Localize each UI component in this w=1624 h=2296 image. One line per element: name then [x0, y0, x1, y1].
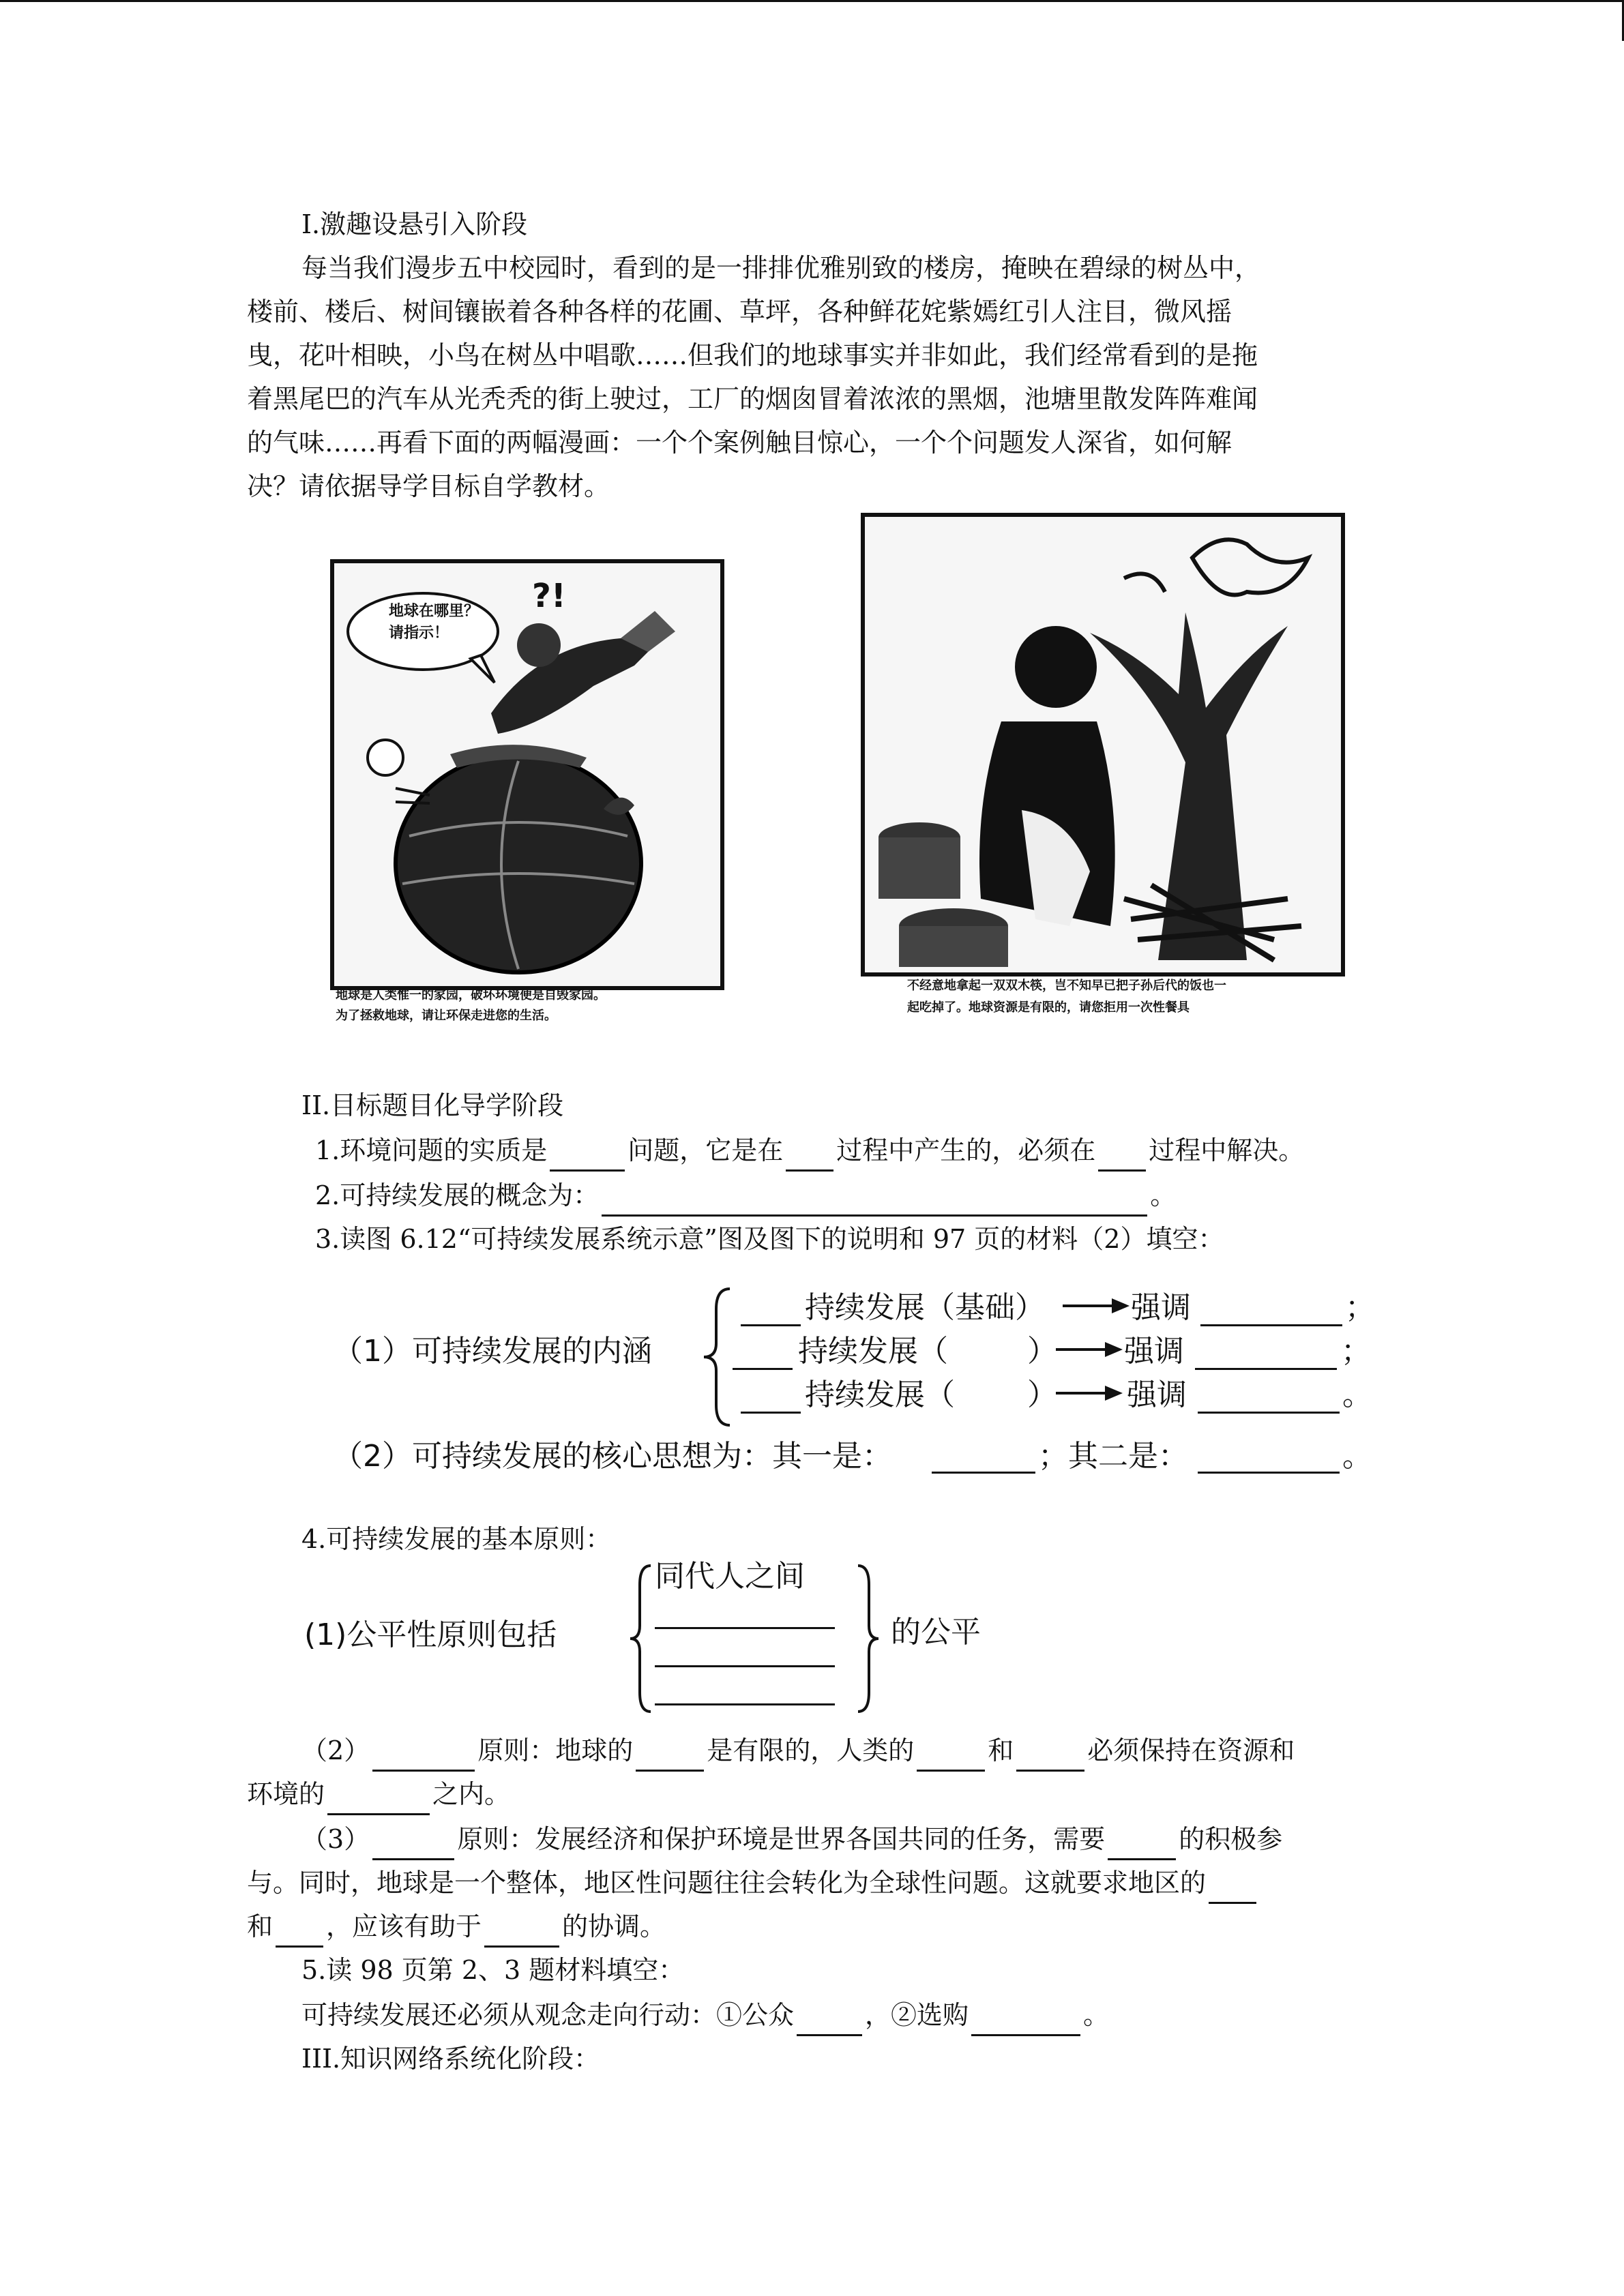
row1-label: 持续发展（基础） — [805, 1290, 1045, 1325]
blank[interactable] — [932, 1472, 1035, 1474]
row3-emphasis: 强调 — [1127, 1377, 1187, 1412]
right-brace-icon — [854, 1560, 881, 1717]
paragraph-line: 的气味……再看下面的两幅漫画：一个个案例触目惊心，一个个问题发人深省，如何解 — [247, 428, 1232, 458]
blank[interactable] — [797, 2006, 862, 2036]
core-idea-second: ；其二是： — [1038, 1439, 1188, 1474]
fairness-item-1: 同代人之间 — [655, 1559, 805, 1594]
cartoon-earth-lost — [330, 559, 724, 990]
fairness-suffix: 的公平 — [891, 1615, 981, 1650]
question-4-2: （2） 原则：地球的 是有限的，人类的 和 必须保持在资源和 — [301, 1729, 1295, 1772]
cartoon-right-caption-2: 起吃掉了。地球资源是有限的，请您拒用一次性餐具 — [907, 1000, 1190, 1015]
blank[interactable] — [741, 1412, 801, 1414]
blank[interactable] — [484, 1917, 559, 1948]
speech-bubble-text-1: 地球在哪里？ — [389, 603, 479, 620]
question-4-2-cont: 环境的 之内。 — [247, 1773, 510, 1815]
core-idea-end: 。 — [1342, 1439, 1372, 1474]
blank[interactable] — [1108, 1830, 1176, 1860]
row2-end: ； — [1341, 1334, 1371, 1369]
question-1: 1.环境问题的实质是 问题，它是在 过程中产生的，必须在 过程中解决。 — [315, 1129, 1304, 1172]
row1-emphasis: 强调 — [1131, 1290, 1191, 1325]
cartoon-left-caption-2: 为了拯救地球，请让环保走进您的生活。 — [336, 1009, 557, 1023]
paragraph-line: 曳，花叶相映，小鸟在树丛中唱歌……但我们的地球事实并非如此，我们经常看到的是拖 — [247, 340, 1258, 370]
row3-end: 。 — [1342, 1377, 1372, 1412]
core-idea-label: （2）可持续发展的核心思想为：其一是： — [333, 1439, 892, 1474]
blank[interactable] — [550, 1141, 625, 1172]
stage3-heading: III.知识网络系统化阶段： — [301, 2044, 600, 2074]
paragraph-line: 决？请依据导学目标自学教材。 — [247, 471, 610, 501]
stage2-heading: II.目标题目化导学阶段 — [301, 1090, 564, 1120]
question-5: 5.读 98 页第 2、3 题材料填空： — [301, 1955, 685, 1985]
row3-label: 持续发展（ — [805, 1377, 955, 1412]
blank[interactable] — [372, 1830, 454, 1860]
diagram-label: （1）可持续发展的内涵 — [333, 1334, 652, 1369]
blank[interactable] — [1209, 1873, 1256, 1904]
left-brace-icon — [696, 1282, 737, 1432]
row2-label: 持续发展（ — [798, 1334, 948, 1369]
question-4-3-end: 和 ，应该有助于 的协调。 — [247, 1905, 666, 1948]
row3-close: ） — [1027, 1377, 1057, 1412]
blank[interactable] — [655, 1703, 835, 1705]
fairness-label: (1)公平性原则包括 — [304, 1617, 557, 1652]
blank[interactable] — [1198, 1412, 1340, 1414]
blank[interactable] — [276, 1917, 323, 1948]
row2-emphasis: 强调 — [1124, 1334, 1184, 1369]
question-2: 2.可持续发展的概念为： 。 — [315, 1174, 1176, 1217]
blank[interactable] — [1200, 1324, 1342, 1326]
blank[interactable] — [1016, 1741, 1084, 1772]
blank[interactable] — [1098, 1141, 1146, 1172]
blank[interactable] — [655, 1665, 835, 1667]
blank[interactable] — [1198, 1472, 1340, 1474]
question-4-3: （3） 原则：发展经济和保护环境是世界各国共同的任务，需要 的积极参 — [301, 1818, 1282, 1860]
blank[interactable] — [917, 1741, 985, 1772]
cartoon-chopsticks — [861, 513, 1345, 976]
arrow-right-icon — [1063, 1296, 1131, 1316]
arrow-right-icon — [1056, 1339, 1124, 1360]
paragraph-line: 每当我们漫步五中校园时，看到的是一排排优雅别致的楼房，掩映在碧绿的树丛中， — [301, 253, 1261, 283]
blank[interactable] — [741, 1324, 801, 1326]
blank[interactable] — [655, 1627, 835, 1629]
blank[interactable] — [372, 1741, 475, 1772]
question-3: 3.读图 6.12“可持续发展系统示意”图及图下的说明和 97 页的材料（2）填空： — [315, 1224, 1224, 1254]
question-4-3-cont: 与。同时，地球是一个整体，地区性问题往往会转化为全球性问题。这就要求地区的 — [247, 1862, 1259, 1904]
cartoon-chopsticks-drawing — [865, 517, 1341, 972]
speech-bubble-text-2: 请指示！ — [389, 625, 449, 642]
exclaim-mark: ?! — [532, 577, 566, 615]
question-4: 4.可持续发展的基本原则： — [301, 1524, 612, 1554]
page-border-top — [0, 0, 1624, 2]
blank[interactable] — [971, 2006, 1080, 2036]
blank[interactable] — [636, 1741, 704, 1772]
paragraph-line: 着黑尾巴的汽车从光秃秃的街上驶过，工厂的烟囱冒着浓浓的黑烟，池塘里散发阵阵难闻 — [247, 384, 1258, 414]
stage1-heading: I.激趣设悬引入阶段 — [301, 209, 528, 239]
cartoon-right-caption-1: 不经意地拿起一双双木筷，岂不知早已把子孙后代的饭也一 — [907, 979, 1226, 993]
cartoon-left-caption-1: 地球是人类惟一的家园，破坏环境便是自毁家园。 — [336, 988, 606, 1002]
blank[interactable] — [327, 1785, 430, 1815]
blank[interactable] — [786, 1141, 833, 1172]
row1-end: ； — [1345, 1290, 1375, 1325]
row2-close: ） — [1027, 1334, 1057, 1369]
question-5-line: 可持续发展还必须从观念走向行动：①公众 ，②选购 。 — [301, 1994, 1109, 2036]
blank[interactable] — [602, 1186, 1147, 1217]
blank[interactable] — [733, 1368, 793, 1370]
arrow-right-icon — [1056, 1383, 1124, 1403]
left-brace-icon — [628, 1560, 655, 1717]
blank[interactable] — [1195, 1368, 1337, 1370]
paragraph-line: 楼前、楼后、树间镶嵌着各种各样的花圃、草坪，各种鲜花姹紫嫣红引人注目，微风摇 — [247, 297, 1232, 327]
